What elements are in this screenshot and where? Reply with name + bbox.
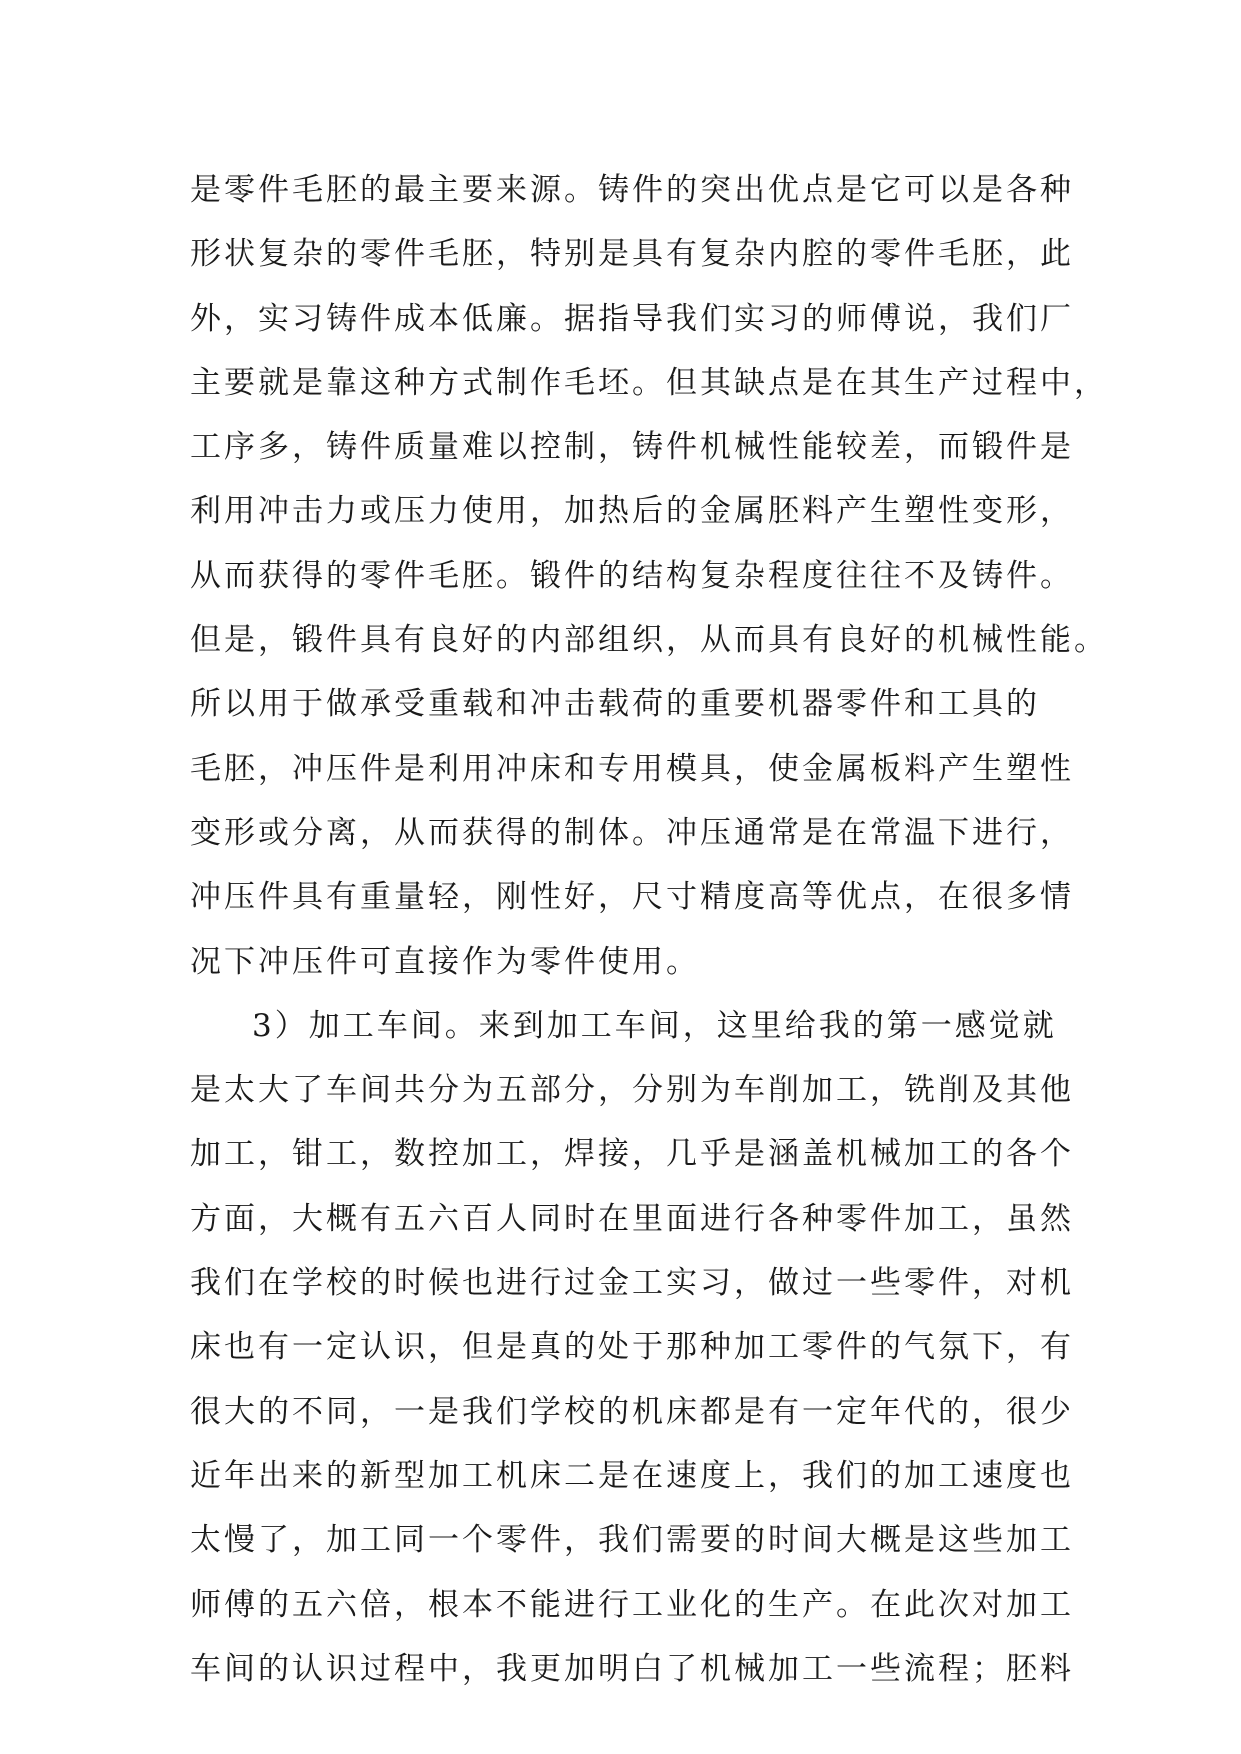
- text-line: 外，实习铸件成本低廉。据指导我们实习的师傅说，我们厂: [190, 300, 1074, 337]
- text-line: 车间的认识过程中，我更加明白了机械加工一些流程；胚料: [190, 1650, 1074, 1687]
- text-line: 变形或分离，从而获得的制体。冲压通常是在常温下进行，: [190, 814, 1074, 851]
- text-line: 形状复杂的零件毛胚，特别是具有复杂内腔的零件毛胚，此: [190, 236, 1074, 273]
- text-line: 很大的不同，一是我们学校的机床都是有一定年代的，很少: [190, 1393, 1074, 1430]
- text-line: 主要就是靠这种方式制作毛坯。但其缺点是在其生产过程中，: [190, 364, 1108, 401]
- paragraph-start-line: 3）加工车间。来到加工车间，这里给我的第一感觉就: [252, 1007, 1057, 1044]
- text-line: 近年出来的新型加工机床二是在速度上，我们的加工速度也: [190, 1457, 1074, 1494]
- text-line: 所以用于做承受重载和冲击载荷的重要机器零件和工具的: [190, 686, 1040, 723]
- body-text: [190, 158, 1108, 1701]
- text-line: 加工，钳工，数控加工，焊接，几乎是涵盖机械加工的各个: [190, 1136, 1074, 1173]
- text-line: 利用冲击力或压力使用，加热后的金属胚料产生塑性变形，: [190, 493, 1074, 530]
- text-line: 太慢了，加工同一个零件，我们需要的时间大概是这些加工: [190, 1522, 1074, 1559]
- text-line: 床也有一定认识，但是真的处于那种加工零件的气氛下，有: [190, 1329, 1074, 1366]
- text-line: 从而获得的零件毛胚。锻件的结构复杂程度往往不及铸件。: [190, 557, 1074, 594]
- text-line: 工序多，铸件质量难以控制，铸件机械性能较差，而锻件是: [190, 429, 1074, 466]
- text-line: 方面，大概有五六百人同时在里面进行各种零件加工，虽然: [190, 1200, 1074, 1237]
- text-line: 毛胚，冲压件是利用冲床和专用模具，使金属板料产生塑性: [190, 750, 1074, 787]
- text-line: 但是，锻件具有良好的内部组织，从而具有良好的机械性能。: [190, 622, 1108, 659]
- text-line: 冲压件具有重量轻，刚性好，尺寸精度高等优点，在很多情: [190, 879, 1074, 916]
- text-line: 我们在学校的时候也进行过金工实习，做过一些零件，对机: [190, 1265, 1074, 1302]
- text-line: 师傅的五六倍，根本不能进行工业化的生产。在此次对加工: [190, 1586, 1074, 1623]
- text-line: 是太大了车间共分为五部分，分别为车削加工，铣削及其他: [190, 1072, 1074, 1109]
- text-line: 况下冲压件可直接作为零件使用。: [190, 943, 700, 980]
- text-line: 是零件毛胚的最主要来源。铸件的突出优点是它可以是各种: [190, 172, 1074, 208]
